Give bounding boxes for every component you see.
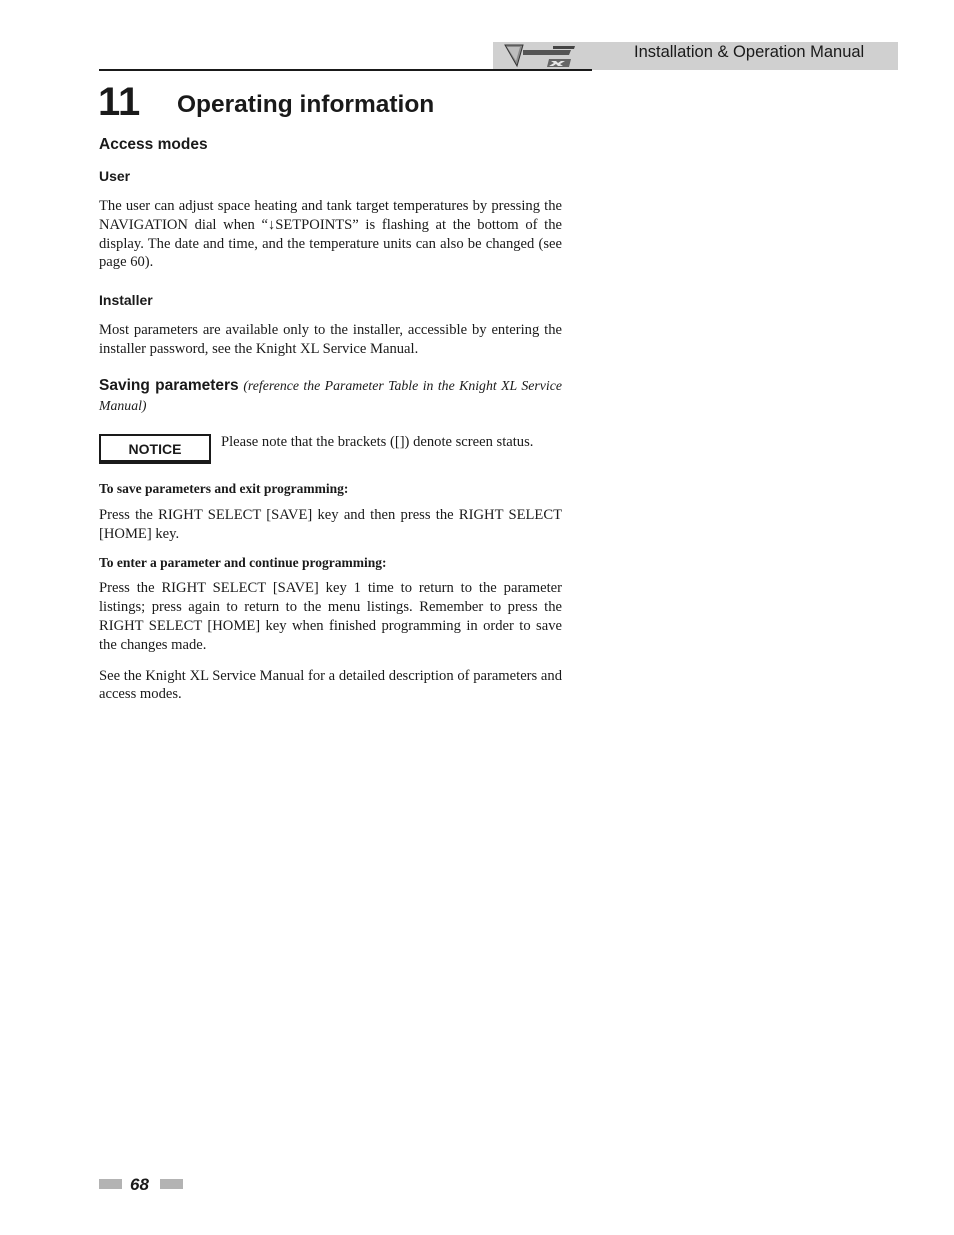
saving-parameters-reference: (reference the Parameter Table in the Knight XL Service Manual) xyxy=(99,377,562,413)
see-also-paragraph: See the Knight XL Service Manual for a detailed description of parameters and access modes. xyxy=(99,667,562,703)
access-modes-heading: Access modes xyxy=(99,136,208,153)
footer-bar-right xyxy=(160,1179,183,1189)
header-rule xyxy=(99,69,592,71)
page-number: 68 xyxy=(130,1175,149,1194)
manual-title: Installation & Operation Manual xyxy=(634,43,865,61)
installer-heading: Installer xyxy=(99,292,153,309)
notice-row xyxy=(99,434,562,464)
knight-xl-logo-icon xyxy=(493,42,591,69)
chapter-title: Operating information xyxy=(177,91,435,118)
enter-continue-paragraph: Press the RIGHT SELECT [SAVE] key 1 time to return to the parameter listings; press again to return to the menu listings. Remember to press the RIGHT SELECT [HOME] key when finished programming in order to save the changes made. xyxy=(99,580,562,653)
user-heading: User xyxy=(99,168,131,184)
notice-badge: NOTICE xyxy=(99,434,211,464)
save-exit-paragraph: Press the RIGHT SELECT [SAVE] key and then press the RIGHT SELECT [HOME] key. xyxy=(99,506,562,542)
saving-parameters-heading: Saving parameters xyxy=(99,376,239,394)
save-exit-heading: To save parameters and exit programming: xyxy=(99,480,349,496)
knight-xl-logo xyxy=(493,42,591,69)
notice-text: Please note that the brackets ([]) denote screen status. xyxy=(221,433,534,450)
saving-parameters-block xyxy=(99,376,562,416)
installer-paragraph: Most parameters are available only to the installer, accessible by entering the installer password, see the Knight XL Service Manual. xyxy=(99,322,562,357)
user-paragraph: The user can adjust space heating and tank target temperatures by pressing the NAVIGATION dial when “↓SETPOINTS” is flashing at the bottom of the display. The date and time, and the temperature units can also be changed (see page 60). xyxy=(99,198,562,271)
main-content xyxy=(99,134,562,704)
enter-continue-heading: To enter a parameter and continue programming: xyxy=(99,555,387,571)
chapter-number: 11 xyxy=(98,80,141,124)
footer-bar-left xyxy=(99,1179,122,1189)
